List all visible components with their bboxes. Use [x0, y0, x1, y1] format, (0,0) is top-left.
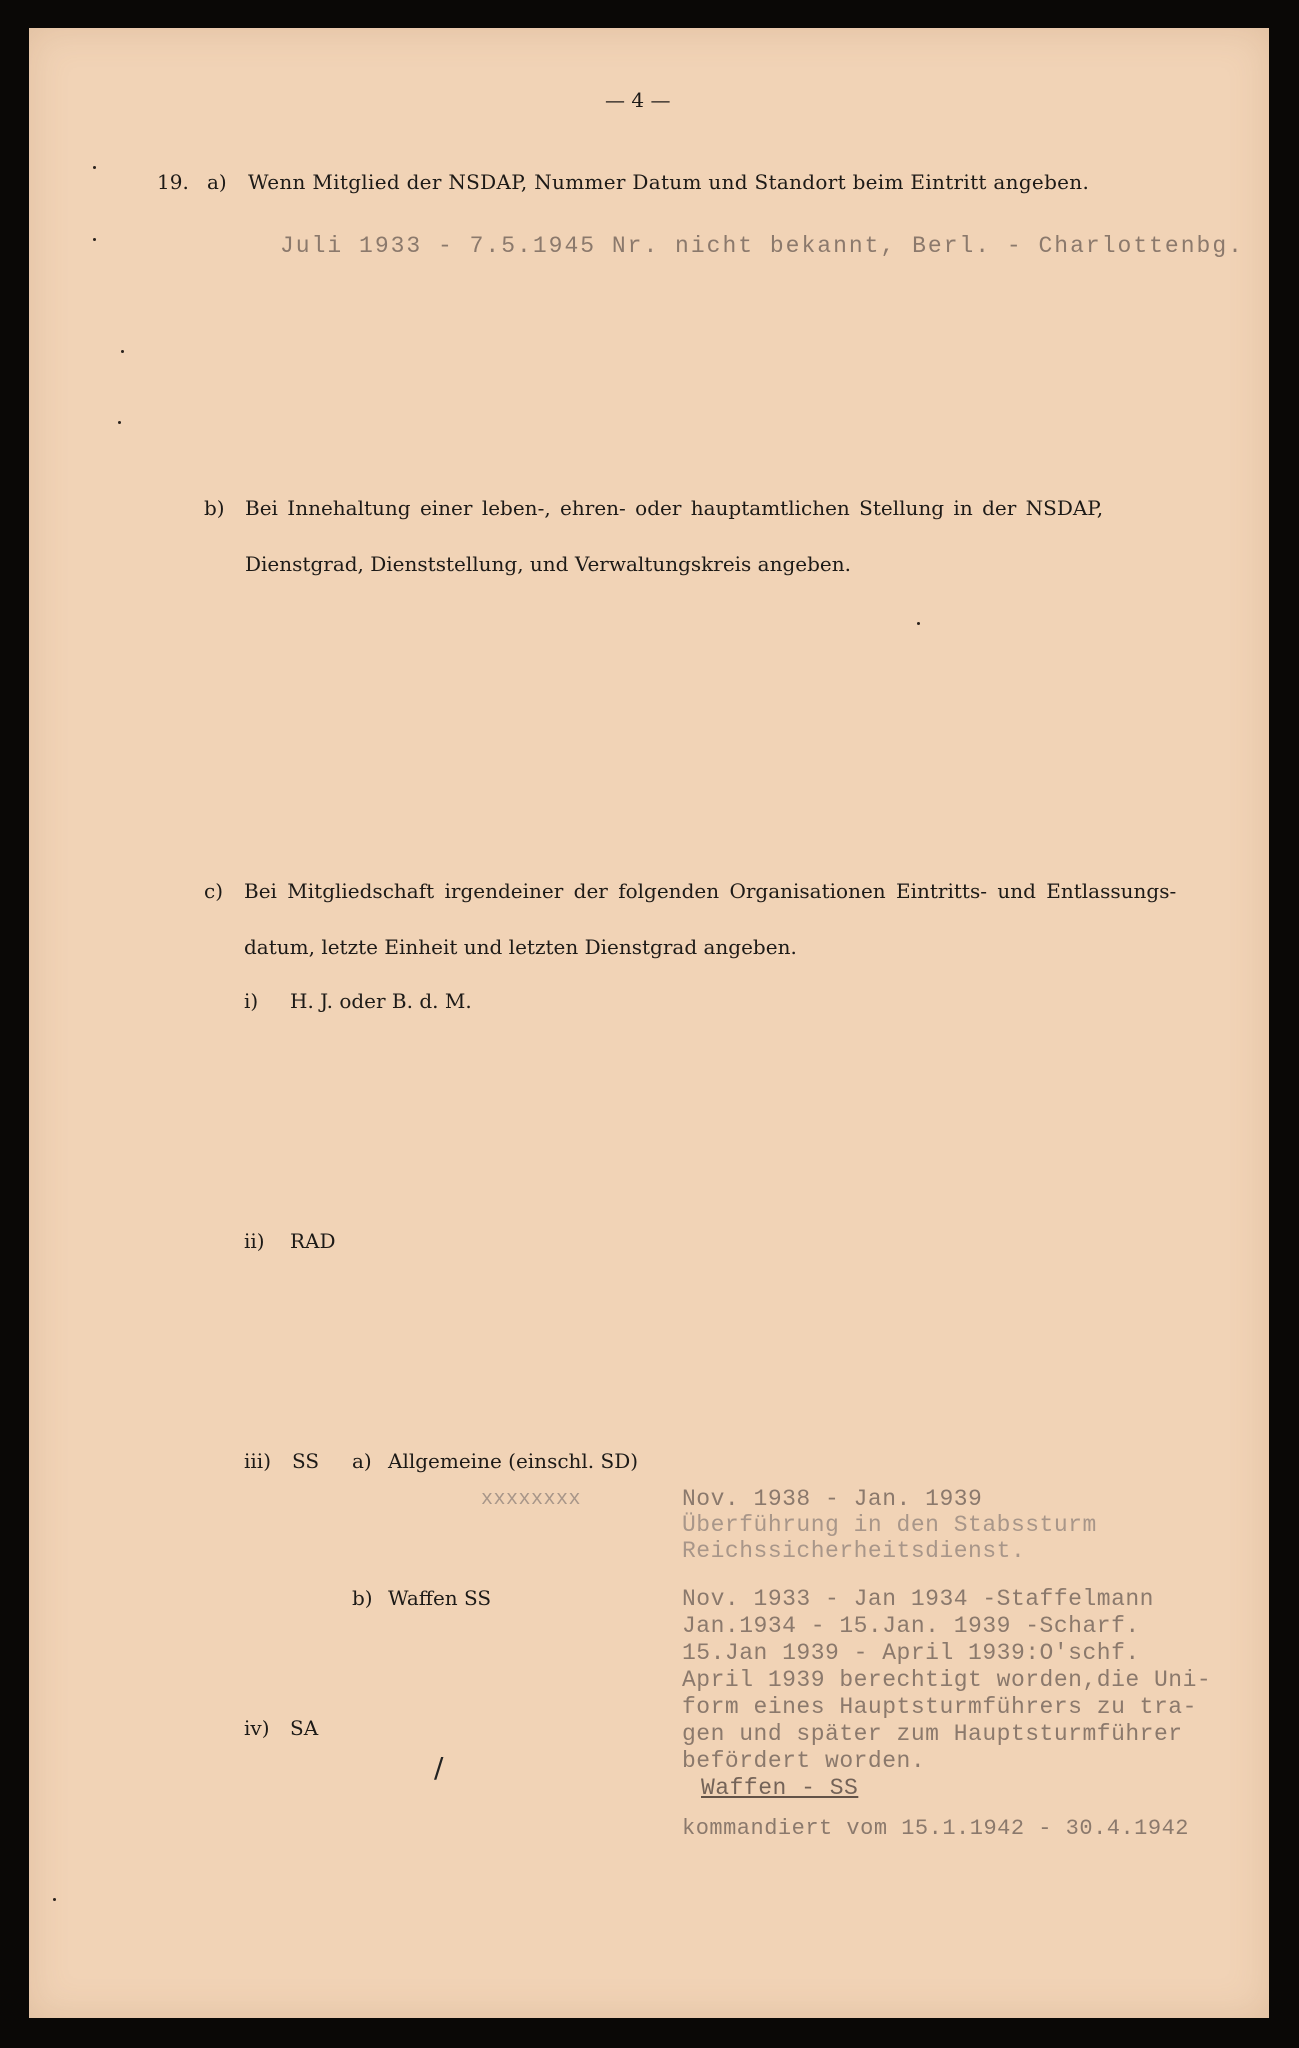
- answer-waffen-line3: 15.Jan 1939 - April 1939:O'schf.: [682, 1640, 1140, 1666]
- paper-speck: [917, 622, 920, 625]
- answer-allg-line1: Nov. 1938 - Jan. 1939: [682, 1486, 983, 1512]
- paper-speck: [93, 166, 96, 169]
- page-number: — 4 —: [605, 88, 671, 112]
- item-iii-b-text: Waffen SS: [388, 1586, 492, 1610]
- answer-waffen-line5: form eines Hauptsturmführers zu tra-: [682, 1694, 1197, 1720]
- question-a-label: a): [207, 170, 227, 194]
- answer-waffen-last: kommandiert vom 15.1.1942 - 30.4.1942: [682, 1816, 1189, 1841]
- answer-waffen-line7: befördert worden.: [682, 1748, 926, 1774]
- form-page: [29, 28, 1269, 2018]
- item-iii-label: iii): [244, 1449, 271, 1473]
- item-iii-text: SS: [292, 1449, 320, 1473]
- item-iii-a-label: a): [352, 1449, 372, 1473]
- pencil-slash-mark: /: [434, 1751, 444, 1784]
- paper-speck: [118, 421, 121, 424]
- question-b-line1: Bei Innehaltung einer leben-, ehren- oder hauptamtlichen Stellung in der NSDAP,: [245, 496, 1104, 520]
- question-a-text: Wenn Mitglied der NSDAP, Nummer Datum und Standort beim Eintritt angeben.: [248, 170, 1090, 194]
- question-c-label: c): [204, 879, 224, 903]
- answer-waffen-line6: gen und später zum Hauptsturmführer: [682, 1721, 1183, 1747]
- answer-waffen-line2: Jan.1934 - 15.Jan. 1939 -Scharf.: [682, 1613, 1140, 1639]
- answer-allg-strike: xxxxxxxx: [481, 1488, 582, 1511]
- paper-speck: [53, 1898, 56, 1901]
- question-number: 19.: [157, 170, 189, 194]
- question-c-line2: datum, letzte Einheit und letzten Dienstgrad angeben.: [244, 935, 797, 959]
- item-ii-label: ii): [244, 1229, 265, 1253]
- item-iii-a-text: Allgemeine (einschl. SD): [388, 1449, 639, 1473]
- answer-allg-line3: Reichssicherheitsdienst.: [682, 1538, 1026, 1564]
- answer-allg-line2: Überführung in den Stabssturm: [682, 1512, 1097, 1538]
- item-iv-label: iv): [244, 1716, 270, 1740]
- item-iv-text: SA: [290, 1716, 319, 1740]
- answer-a: Juli 1933 - 7.5.1945 Nr. nicht bekannt, Berl. - Charlottenbg.: [280, 233, 1244, 259]
- question-b-line2: Dienstgrad, Dienststellung, und Verwaltungskreis angeben.: [245, 552, 851, 576]
- item-ii-text: RAD: [290, 1229, 336, 1253]
- item-i-label: i): [244, 989, 259, 1013]
- answer-waffen-line1: Nov. 1933 - Jan 1934 -Staffelmann: [682, 1586, 1154, 1612]
- item-iii-b-label: b): [352, 1586, 373, 1610]
- paper-speck: [121, 350, 124, 353]
- question-b-label: b): [204, 496, 225, 520]
- paper-speck: [93, 238, 96, 241]
- question-c-line1: Bei Mitgliedschaft irgendeiner der folgenden Organisationen Eintritts- und Entlassungs-: [244, 879, 1177, 903]
- item-i-text: H. J. oder B. d. M.: [290, 989, 472, 1013]
- answer-waffen-line4: April 1939 berechtigt worden,die Uni-: [682, 1667, 1212, 1693]
- answer-waffen-heading: Waffen - SS: [701, 1775, 859, 1801]
